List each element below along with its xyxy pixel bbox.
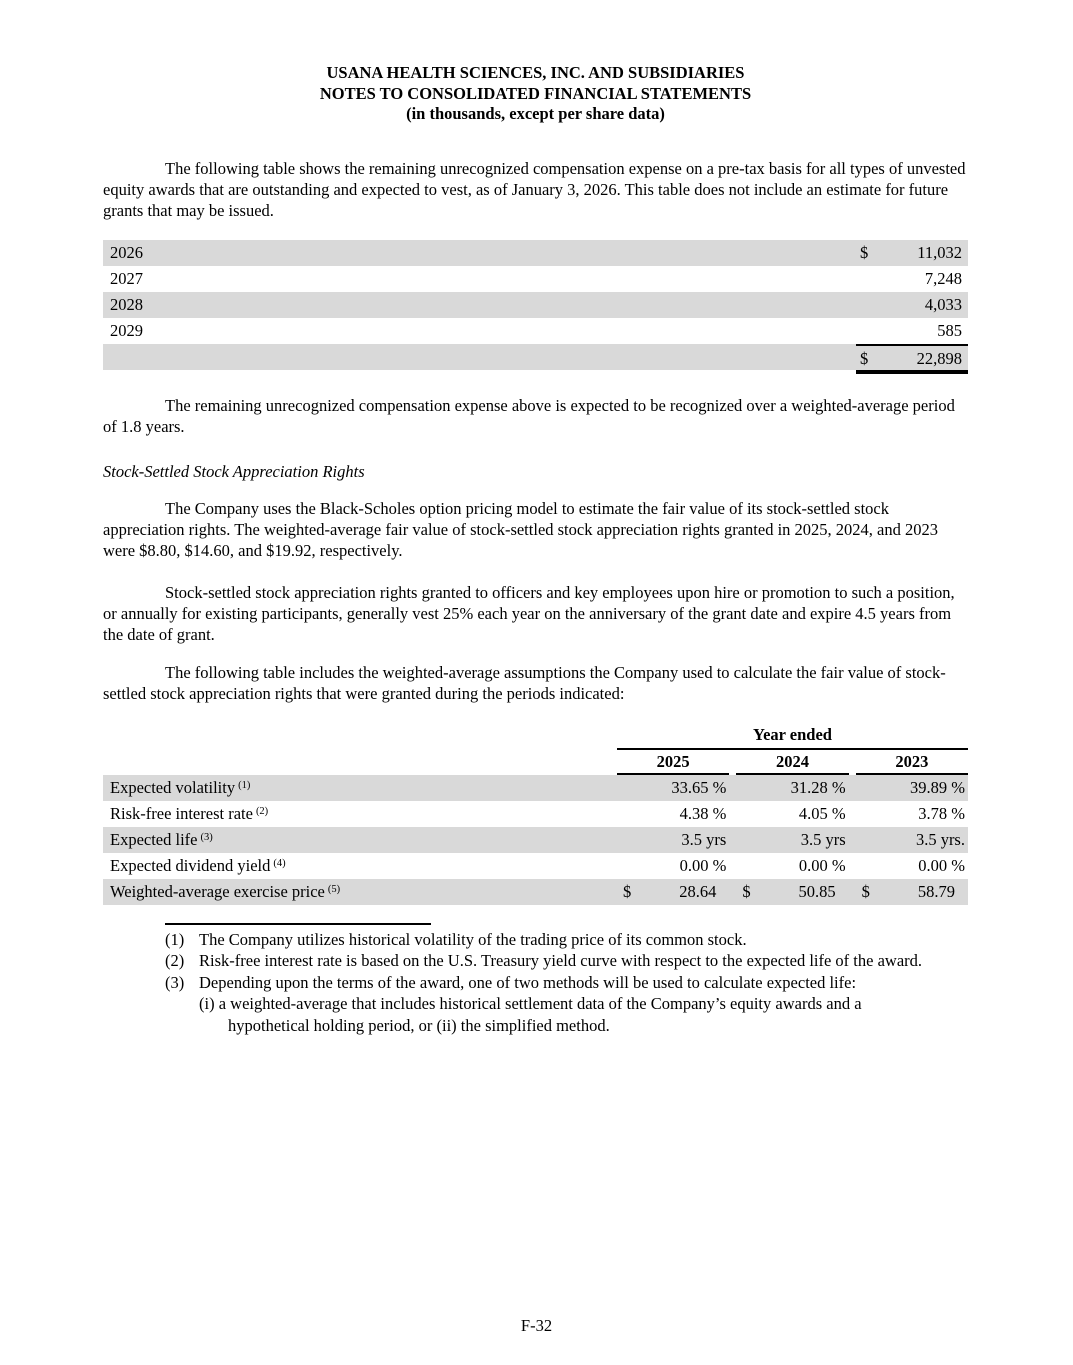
footnote-text	[199, 972, 968, 1037]
paragraph-vesting-terms: Stock-settled stock appreciation rights granted to officers and key employees upon hire or promotion to such a position, or annually for existing participants, generally vest 25% each year on the anniversary of the grant date and expire 4.5 years from the date of grant.	[103, 582, 955, 644]
value-cell: 3.5 yrs.	[915, 829, 965, 849]
table-row	[103, 879, 968, 905]
document-header	[103, 63, 968, 125]
footnote-reference: (1)	[238, 779, 251, 791]
year-label: 2026	[110, 242, 143, 262]
year-column-headers	[617, 751, 968, 775]
row-values	[617, 879, 968, 905]
total-double-underline	[856, 370, 968, 374]
section-heading-ssars: Stock-Settled Stock Appreciation Rights	[103, 461, 365, 481]
amount-value: 50.85	[798, 881, 836, 901]
footnote-text-line: hypothetical holding period, or (ii) the simplified method.	[228, 1015, 610, 1035]
footnote-text: The Company utilizes historical volatility of the trading price of its common stock.	[199, 929, 747, 949]
table-row	[103, 240, 968, 266]
row-values	[617, 801, 968, 827]
assumptions-table	[103, 725, 968, 905]
value-cell: 0.00 %	[918, 855, 965, 875]
currency-symbol: $	[742, 881, 751, 901]
page-number: F-32	[520, 1316, 553, 1335]
footnote-text-line: (i) a weighted-average that includes historical settlement data of the Company’s equity awards and a	[199, 994, 862, 1013]
footnote-reference: (5)	[327, 883, 341, 895]
footnote-number: (3)	[165, 972, 185, 992]
units-subtitle: (in thousands, except per share data)	[406, 104, 665, 123]
row-label-text: Expected volatility	[110, 777, 236, 797]
paragraph-weighted-average-period: The remaining unrecognized compensation expense above is expected to be recognized over a weighted-average period of 1.8 years.	[103, 395, 955, 436]
amount-value: 585	[937, 320, 962, 340]
value-cell: 4.38 %	[679, 803, 727, 823]
value-cell	[617, 879, 729, 905]
value-cell: 33.65 %	[671, 777, 727, 797]
row-label	[103, 801, 617, 827]
table-row	[103, 292, 968, 318]
table-row	[103, 266, 968, 292]
row-label	[103, 775, 617, 801]
footnote-item	[165, 950, 968, 972]
footnote-reference: (2)	[255, 805, 269, 817]
row-label	[103, 827, 617, 853]
footnote-reference: (3)	[200, 831, 213, 843]
row-label-text: Weighted-average exercise price	[110, 881, 325, 901]
amount-value: 58.79	[917, 881, 955, 901]
row-values	[617, 853, 968, 879]
amount-value: 28.64	[679, 881, 717, 901]
year-column-header: 2025	[617, 751, 729, 775]
expense-table	[103, 240, 968, 374]
table-row	[103, 775, 968, 801]
amount-value: 4,033	[924, 294, 962, 314]
value-cell: 3.5 yrs	[800, 829, 846, 849]
year-label: 2027	[110, 268, 143, 288]
total-amount-value: 22,898	[916, 348, 962, 368]
amount-value: 7,248	[924, 268, 962, 288]
value-cell: 31.28 %	[790, 777, 846, 797]
row-label-text: Expected life	[110, 829, 198, 849]
year-column-header: 2024	[736, 751, 848, 775]
year-label: 2028	[110, 294, 143, 314]
table-row	[103, 853, 968, 879]
row-label-text: Expected dividend yield	[110, 855, 271, 875]
row-values	[617, 827, 968, 853]
table-total-row	[103, 344, 968, 370]
currency-symbol: $	[860, 348, 869, 368]
currency-symbol: $	[623, 881, 632, 901]
paragraph-assumptions-intro: The following table includes the weighted-average assumptions the Company used to calculate the fair value of stock-settled stock appreciation rights that were granted during the periods indicated:	[103, 662, 946, 703]
currency-symbol: $	[860, 242, 869, 262]
company-name-title: USANA HEALTH SCIENCES, INC. AND SUBSIDIARIES	[326, 63, 745, 82]
table-row	[103, 801, 968, 827]
year-label: 2029	[110, 320, 143, 340]
total-amount-cell	[856, 344, 968, 370]
value-cell	[856, 879, 968, 905]
footnote-item	[165, 972, 968, 1037]
footnote-reference: (4)	[273, 857, 286, 869]
row-label-text: Risk-free interest rate	[110, 803, 253, 823]
footnote-text: Risk-free interest rate is based on the U.S. Treasury yield curve with respect to the expected life of the award.	[199, 951, 923, 970]
row-label	[103, 853, 617, 879]
notes-title: NOTES TO CONSOLIDATED FINANCIAL STATEMENTS	[319, 83, 752, 103]
paragraph-black-scholes: The Company uses the Black-Scholes option pricing model to estimate the fair value of its stock-settled stock appreciation rights. The weighted-average fair value of stock-settled stock appreciation rights granted in 2025, 2024, and 2023 were $8.80, $14.60, and $19.92, respectively.	[103, 498, 938, 560]
amount-cell	[856, 318, 968, 344]
footnotes	[165, 929, 968, 1037]
row-label	[103, 879, 617, 905]
amount-value: 11,032	[917, 242, 962, 262]
value-cell: 3.78 %	[918, 803, 965, 823]
table-row	[103, 318, 968, 344]
value-cell: 39.89 %	[909, 777, 965, 797]
row-values	[617, 775, 968, 801]
amount-cell	[856, 266, 968, 292]
value-cell: 0.00 %	[798, 855, 846, 875]
footnote-text-line: Depending upon the terms of the award, one of two methods will be used to calculate expected life:	[199, 972, 857, 992]
value-cell: 4.05 %	[798, 803, 846, 823]
page-content	[103, 0, 968, 1036]
amount-cell	[856, 292, 968, 318]
footnote-number: (1)	[165, 929, 185, 949]
value-cell: 3.5 yrs	[681, 829, 727, 849]
year-ended-span-header: Year ended	[617, 725, 968, 750]
currency-symbol: $	[861, 881, 870, 901]
footnote-item	[165, 929, 968, 951]
value-cell: 0.00 %	[679, 855, 727, 875]
footnote-divider	[165, 923, 431, 925]
value-cell	[736, 879, 848, 905]
table-row	[103, 827, 968, 853]
year-column-header: 2023	[856, 751, 968, 775]
paragraph-unrecognized-expense-intro: The following table shows the remaining unrecognized compensation expense on a pre-tax basis for all types of unvested equity awards that are outstanding and expected to vest, as of January 3, 2026. This table does not include an estimate for future grants that may be issued.	[103, 158, 966, 220]
amount-cell	[856, 240, 968, 266]
total-label	[103, 344, 856, 370]
footnote-number: (2)	[165, 951, 185, 970]
